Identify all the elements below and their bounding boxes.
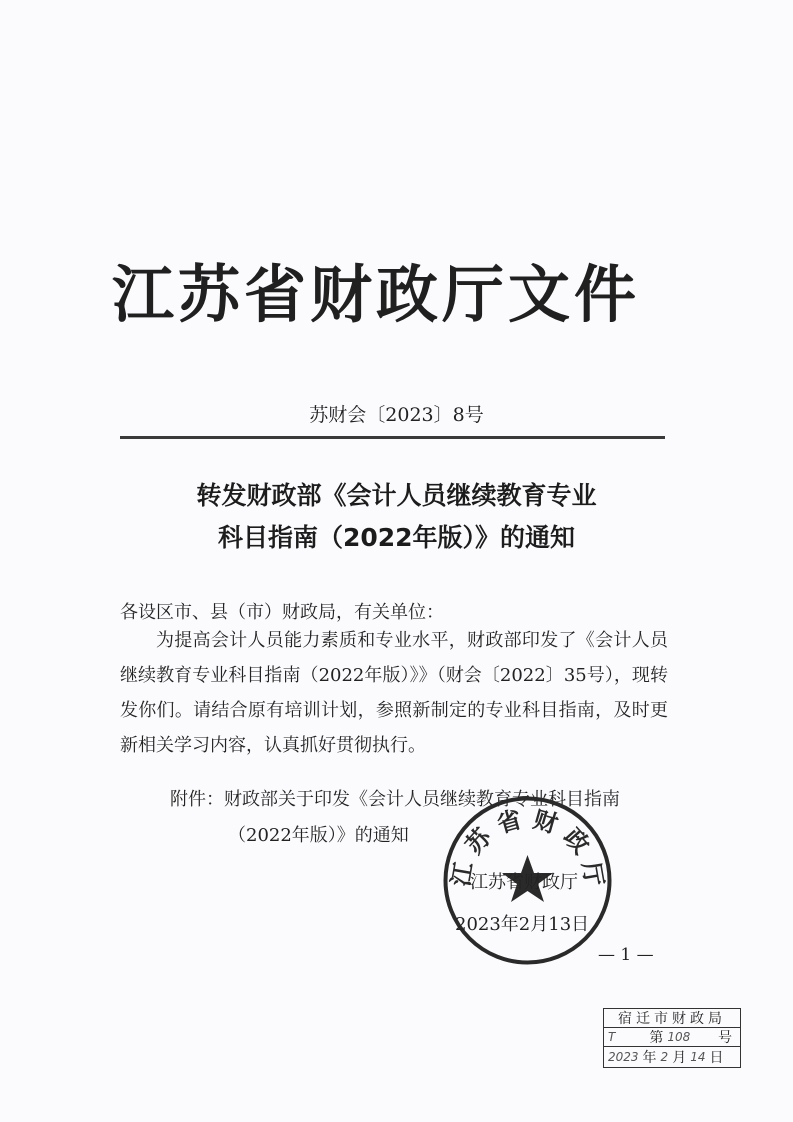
issuer-name: 江苏省财政厅: [470, 872, 578, 893]
receipt-no-suffix: 号: [718, 1030, 732, 1046]
header-divider: [120, 436, 665, 439]
page-number: — 1 —: [598, 945, 654, 965]
receipt-day-label: 日: [709, 1049, 724, 1066]
receipt-month-label: 月: [672, 1049, 687, 1066]
receipt-day: 14: [690, 1049, 706, 1064]
salutation: 各设区市、县（市）财政局，有关单位：: [120, 602, 444, 623]
receipt-year: 2023: [608, 1049, 639, 1064]
notice-title-line2: 科目指南（2022年版）》的通知: [217, 523, 576, 552]
notice-title-line1: 转发财政部《会计人员继续教育专业: [196, 481, 597, 510]
receipt-no-label: 第: [649, 1030, 664, 1046]
notice-title: [0, 475, 793, 559]
receipt-stamp-date-row: [604, 1047, 740, 1066]
receipt-prefix: T: [608, 1030, 616, 1044]
receipt-stamp-number-row: [604, 1028, 740, 1047]
receipt-stamp: [603, 1008, 741, 1068]
attachment-line1: 附件：财政部关于印发《会计人员继续教育专业科目指南: [170, 789, 620, 810]
document-number: 苏财会〔2023〕8号: [309, 404, 484, 426]
attachment-line2: （2022年版）》的通知: [228, 825, 409, 846]
body-paragraph: 为提高会计人员能力素质和专业水平，财政部印发了《会计人员继续教育专业科目指南（2022年版）》》（财会〔2022〕35号），现转发你们。请结合原有培训计划，参照新制定的专业科目指南，及时更新相关学习内容，认真抓好贯彻执行。: [120, 630, 668, 756]
receipt-number: 108: [667, 1030, 691, 1044]
receipt-stamp-org: 宿迁市财政局: [604, 1009, 740, 1028]
receipt-month: 2: [660, 1049, 669, 1064]
document-header-title: 江苏省财政厅文件: [112, 258, 641, 331]
issue-date: 2023年2月13日: [455, 914, 590, 935]
seal-text: 江 苏 省 财 政 厅: [446, 805, 609, 889]
receipt-year-label: 年: [642, 1049, 657, 1066]
